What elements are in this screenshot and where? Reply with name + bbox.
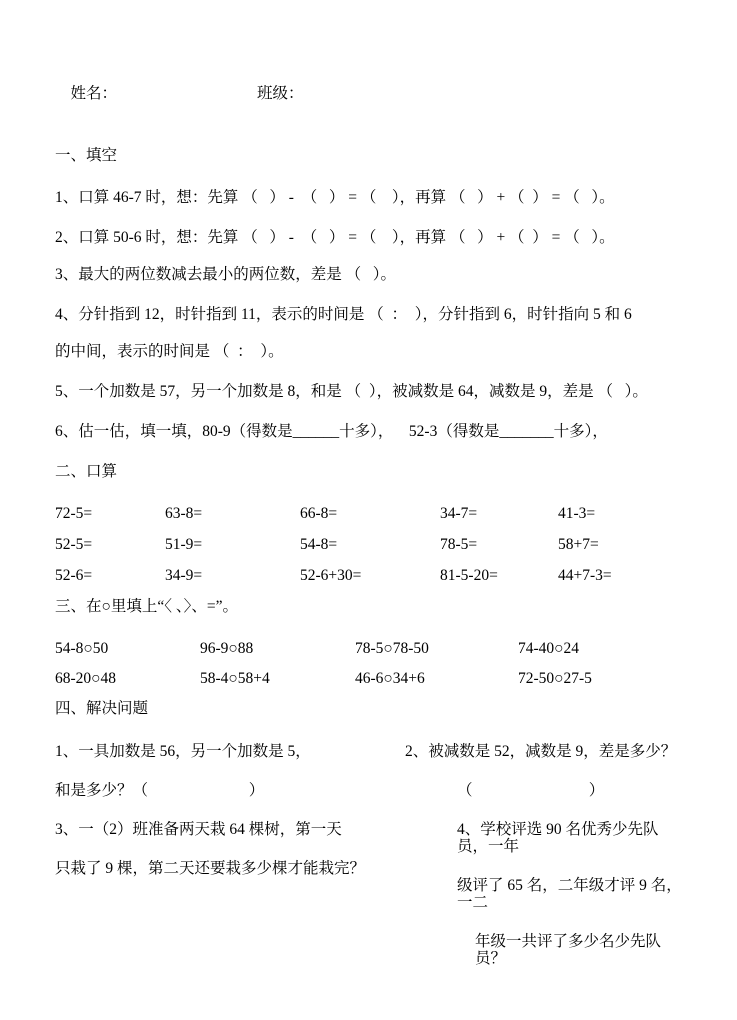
math-problem: 51-9= bbox=[165, 536, 203, 553]
fill-blank-item-6: 6、估一估，填一填，80-9（得数是______十多）， 52-3（得数是_______十多）， bbox=[55, 423, 608, 440]
fill-blank-item-1: 1、口算 46-7 时，想：先算 （ ） - （ ） = （ ），再算 （ ） + （ ） = （ ）。 bbox=[55, 189, 615, 206]
math-problem: 34-9= bbox=[165, 567, 203, 584]
math-problem: 41-3= bbox=[558, 505, 596, 522]
compare-problem: 54-8○50 bbox=[55, 640, 109, 657]
math-problem: 44+7-3= bbox=[558, 567, 612, 584]
math-problem: 52-6= bbox=[55, 567, 93, 584]
word-problem-2-line2: （ ） bbox=[457, 782, 605, 799]
fill-blank-item-4-line1: 4、分针指到 12，时针指到 11，表示的时间是 （ ： ），分针指到 6，时针指向 5 和 6 bbox=[55, 306, 632, 323]
section1-title: 一、填空 bbox=[55, 147, 118, 164]
word-problem-2-line1: 2、被减数是 52，减数是 9，差是多少？ bbox=[405, 743, 677, 760]
compare-row-1 bbox=[55, 640, 687, 657]
compare-problem: 96-9○88 bbox=[200, 640, 254, 657]
compare-row-2 bbox=[55, 670, 687, 687]
word-problems-left-column bbox=[55, 743, 405, 989]
math-problem: 54-8= bbox=[300, 536, 338, 553]
section3-title: 三、在○里填上“〈 、〉、=”。 bbox=[55, 598, 238, 615]
word-problem-3-line2: 只栽了 9 棵，第二天还要栽多少棵才能栽完？ bbox=[55, 860, 366, 877]
math-problem: 52-5= bbox=[55, 536, 93, 553]
header bbox=[55, 68, 687, 119]
word-problem-4-line1: 4、学校评选 90 名优秀少先队员，一年 bbox=[457, 821, 659, 855]
math-problem: 58+7= bbox=[558, 536, 599, 553]
compare-problem: 74-40○24 bbox=[518, 640, 580, 657]
compare-problem: 58-4○58+4 bbox=[200, 670, 270, 687]
compare-problem: 46-6○34+6 bbox=[355, 670, 425, 687]
fill-blank-item-5: 5、一个加数是 57，另一个加数是 8，和是 （ ），被减数是 64，减数是 9，差是 （ ）。 bbox=[55, 383, 648, 400]
math-problem: 34-7= bbox=[440, 505, 478, 522]
mental-math-row-2 bbox=[55, 536, 687, 553]
fill-blank-item-2: 2、口算 50-6 时，想：先算 （ ） - （ ） = （ ），再算 （ ） + （ ） = （ ）。 bbox=[55, 229, 615, 246]
name-label: 姓名： bbox=[70, 85, 118, 102]
mental-math-row-3 bbox=[55, 567, 687, 584]
fill-blank-item-4-line2: 的中间，表示的时间是 （ ： ）。 bbox=[55, 343, 284, 360]
word-problems-right-column bbox=[405, 743, 687, 989]
math-problem: 66-8= bbox=[300, 505, 338, 522]
math-problem: 52-6+30= bbox=[300, 567, 362, 584]
section2-title: 二、口算 bbox=[55, 463, 118, 480]
math-problem: 81-5-20= bbox=[440, 567, 498, 584]
math-problem: 72-5= bbox=[55, 505, 93, 522]
compare-problem: 68-20○48 bbox=[55, 670, 117, 687]
mental-math-row-1 bbox=[55, 505, 687, 522]
word-problems bbox=[55, 743, 687, 989]
math-problem: 78-5= bbox=[440, 536, 478, 553]
math-problem: 63-8= bbox=[165, 505, 203, 522]
section4-title: 四、解决问题 bbox=[55, 700, 149, 717]
word-problem-1-line1: 1、一具加数是 56，另一个加数是 5， bbox=[55, 743, 311, 760]
compare-problem: 72-50○27-5 bbox=[518, 670, 592, 687]
word-problem-3-line1: 3、一（2）班准备两天栽 64 棵树，第一天 bbox=[55, 821, 342, 838]
word-problem-4-line2: 级评了 65 名，二年级才评 9 名，一二 bbox=[457, 877, 682, 911]
class-label: 班级： bbox=[257, 85, 304, 102]
word-problem-1-line2: 和是多少？（ ） bbox=[55, 782, 265, 799]
word-problem-4-line3: 年级一共评了多少名少先队员？ bbox=[475, 933, 662, 967]
fill-blank-item-3: 3、最大的两位数减去最小的两位数，差是 （ ）。 bbox=[55, 266, 397, 283]
compare-problem: 78-5○78-50 bbox=[355, 640, 429, 657]
